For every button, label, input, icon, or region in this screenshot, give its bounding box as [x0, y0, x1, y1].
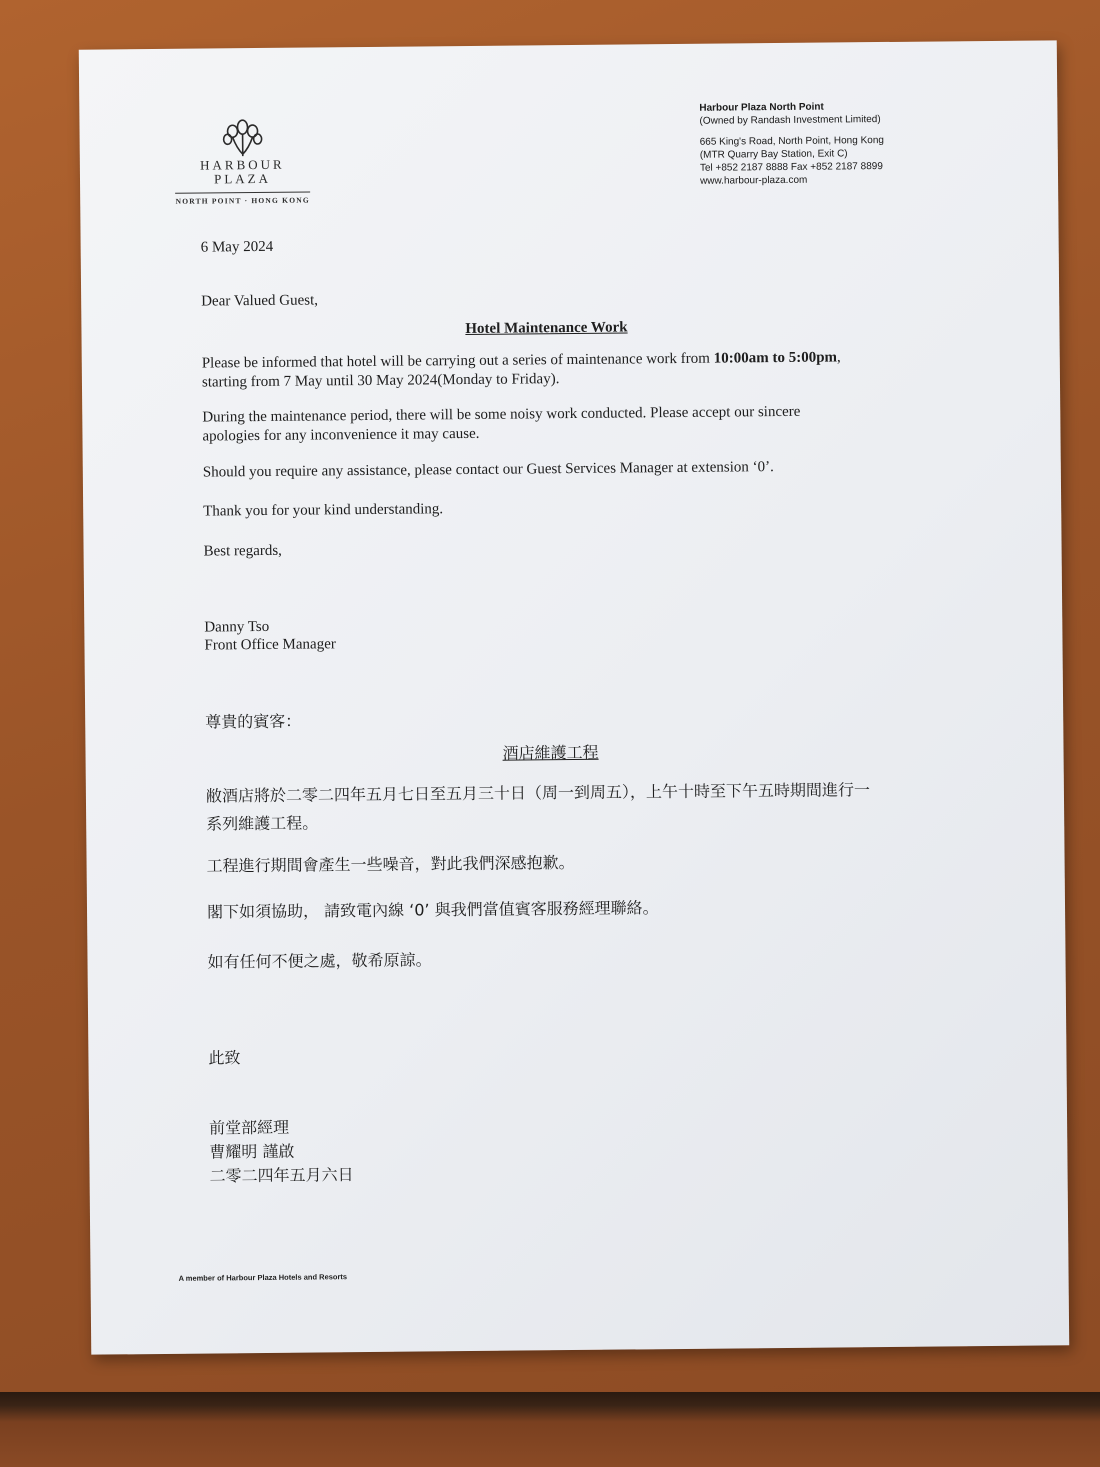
letter-date: 6 May 2024 — [200, 238, 274, 256]
harbour-plaza-logo — [174, 118, 310, 206]
paragraph-2-line-2: apologies for any inconvenience it may cause. — [202, 425, 480, 445]
paragraph-1-line-1: Please be informed that hotel will be carrying out a series of maintenance work from 10:00am to 5:00pm, — [201, 349, 841, 372]
letter-title: Hotel Maintenance Work — [465, 319, 628, 338]
hotel-mtr: (MTR Quarry Bay Station, Exit C) — [699, 148, 848, 161]
table-edge — [0, 1392, 1100, 1467]
logo-word-plaza: PLAZA — [213, 170, 272, 187]
paragraph-3: Should you require any assistance, please contact our Guest Services Manager at extension ‘0’. — [202, 459, 774, 481]
zh-paragraph-1-line-2: 系列維護工程。 — [206, 813, 319, 834]
zh-paragraph-4: 如有任何不便之處，敬希原諒。 — [207, 950, 432, 972]
paragraph-1-line-2: starting from 7 May until 30 May 2024(Monday to Friday). — [201, 371, 560, 391]
paragraph-2-line-1: During the maintenance period, there will be some noisy work conducted. Please accept our sincere — [202, 403, 801, 426]
letter-body — [200, 232, 891, 1186]
zh-signer-name: 曹耀明 謹啟 — [209, 1141, 295, 1162]
logo-word-harbour: HARBOUR — [200, 156, 285, 173]
zh-salutation: 尊貴的賓客： — [205, 711, 302, 732]
signer-name: Danny Tso — [204, 618, 270, 636]
hotel-owner: (Owned by Randash Investment Limited) — [699, 114, 881, 127]
zh-title: 酒店維護工程 — [502, 742, 599, 763]
zh-closing: 此致 — [208, 1048, 241, 1068]
paragraph-4: Thank you for your kind understanding. — [203, 501, 444, 520]
zh-paragraph-1-line-1: 敝酒店將於二零二四年五月七日至五月三十日（周一到周五），上午十時至下午五時期間進行一 — [205, 780, 871, 806]
footer-membership: A member of Harbour Plaza Hotels and Resorts — [178, 1272, 348, 1283]
hotel-name: Harbour Plaza North Point — [699, 101, 824, 114]
hotel-website: www.harbour-plaza.com — [699, 174, 808, 187]
salutation: Dear Valued Guest, — [201, 292, 319, 310]
logo-location: NORTH POINT · HONG KONG — [175, 195, 310, 206]
zh-signer-role: 前堂部經理 — [209, 1117, 290, 1138]
zh-paragraph-3: 閣下如須協助， 請致電內線 ‘0’ 與我們當值賓客服務經理聯絡。 — [206, 898, 659, 922]
logo-divider — [175, 192, 310, 194]
zh-date: 二零二四年五月六日 — [209, 1165, 354, 1186]
letter-paper — [79, 40, 1069, 1354]
zh-paragraph-2: 工程進行期間會產生一些噪音，對此我們深感抱歉。 — [206, 853, 575, 876]
hotel-street: 665 King's Road, North Point, Hong Kong — [699, 134, 884, 148]
hotel-phone: Tel +852 2187 8888 Fax +852 2187 8899 — [699, 161, 883, 174]
hotel-address-block — [699, 99, 980, 188]
signer-role: Front Office Manager — [204, 636, 336, 654]
lotus-emblem-icon — [220, 118, 264, 158]
closing: Best regards, — [203, 542, 282, 560]
